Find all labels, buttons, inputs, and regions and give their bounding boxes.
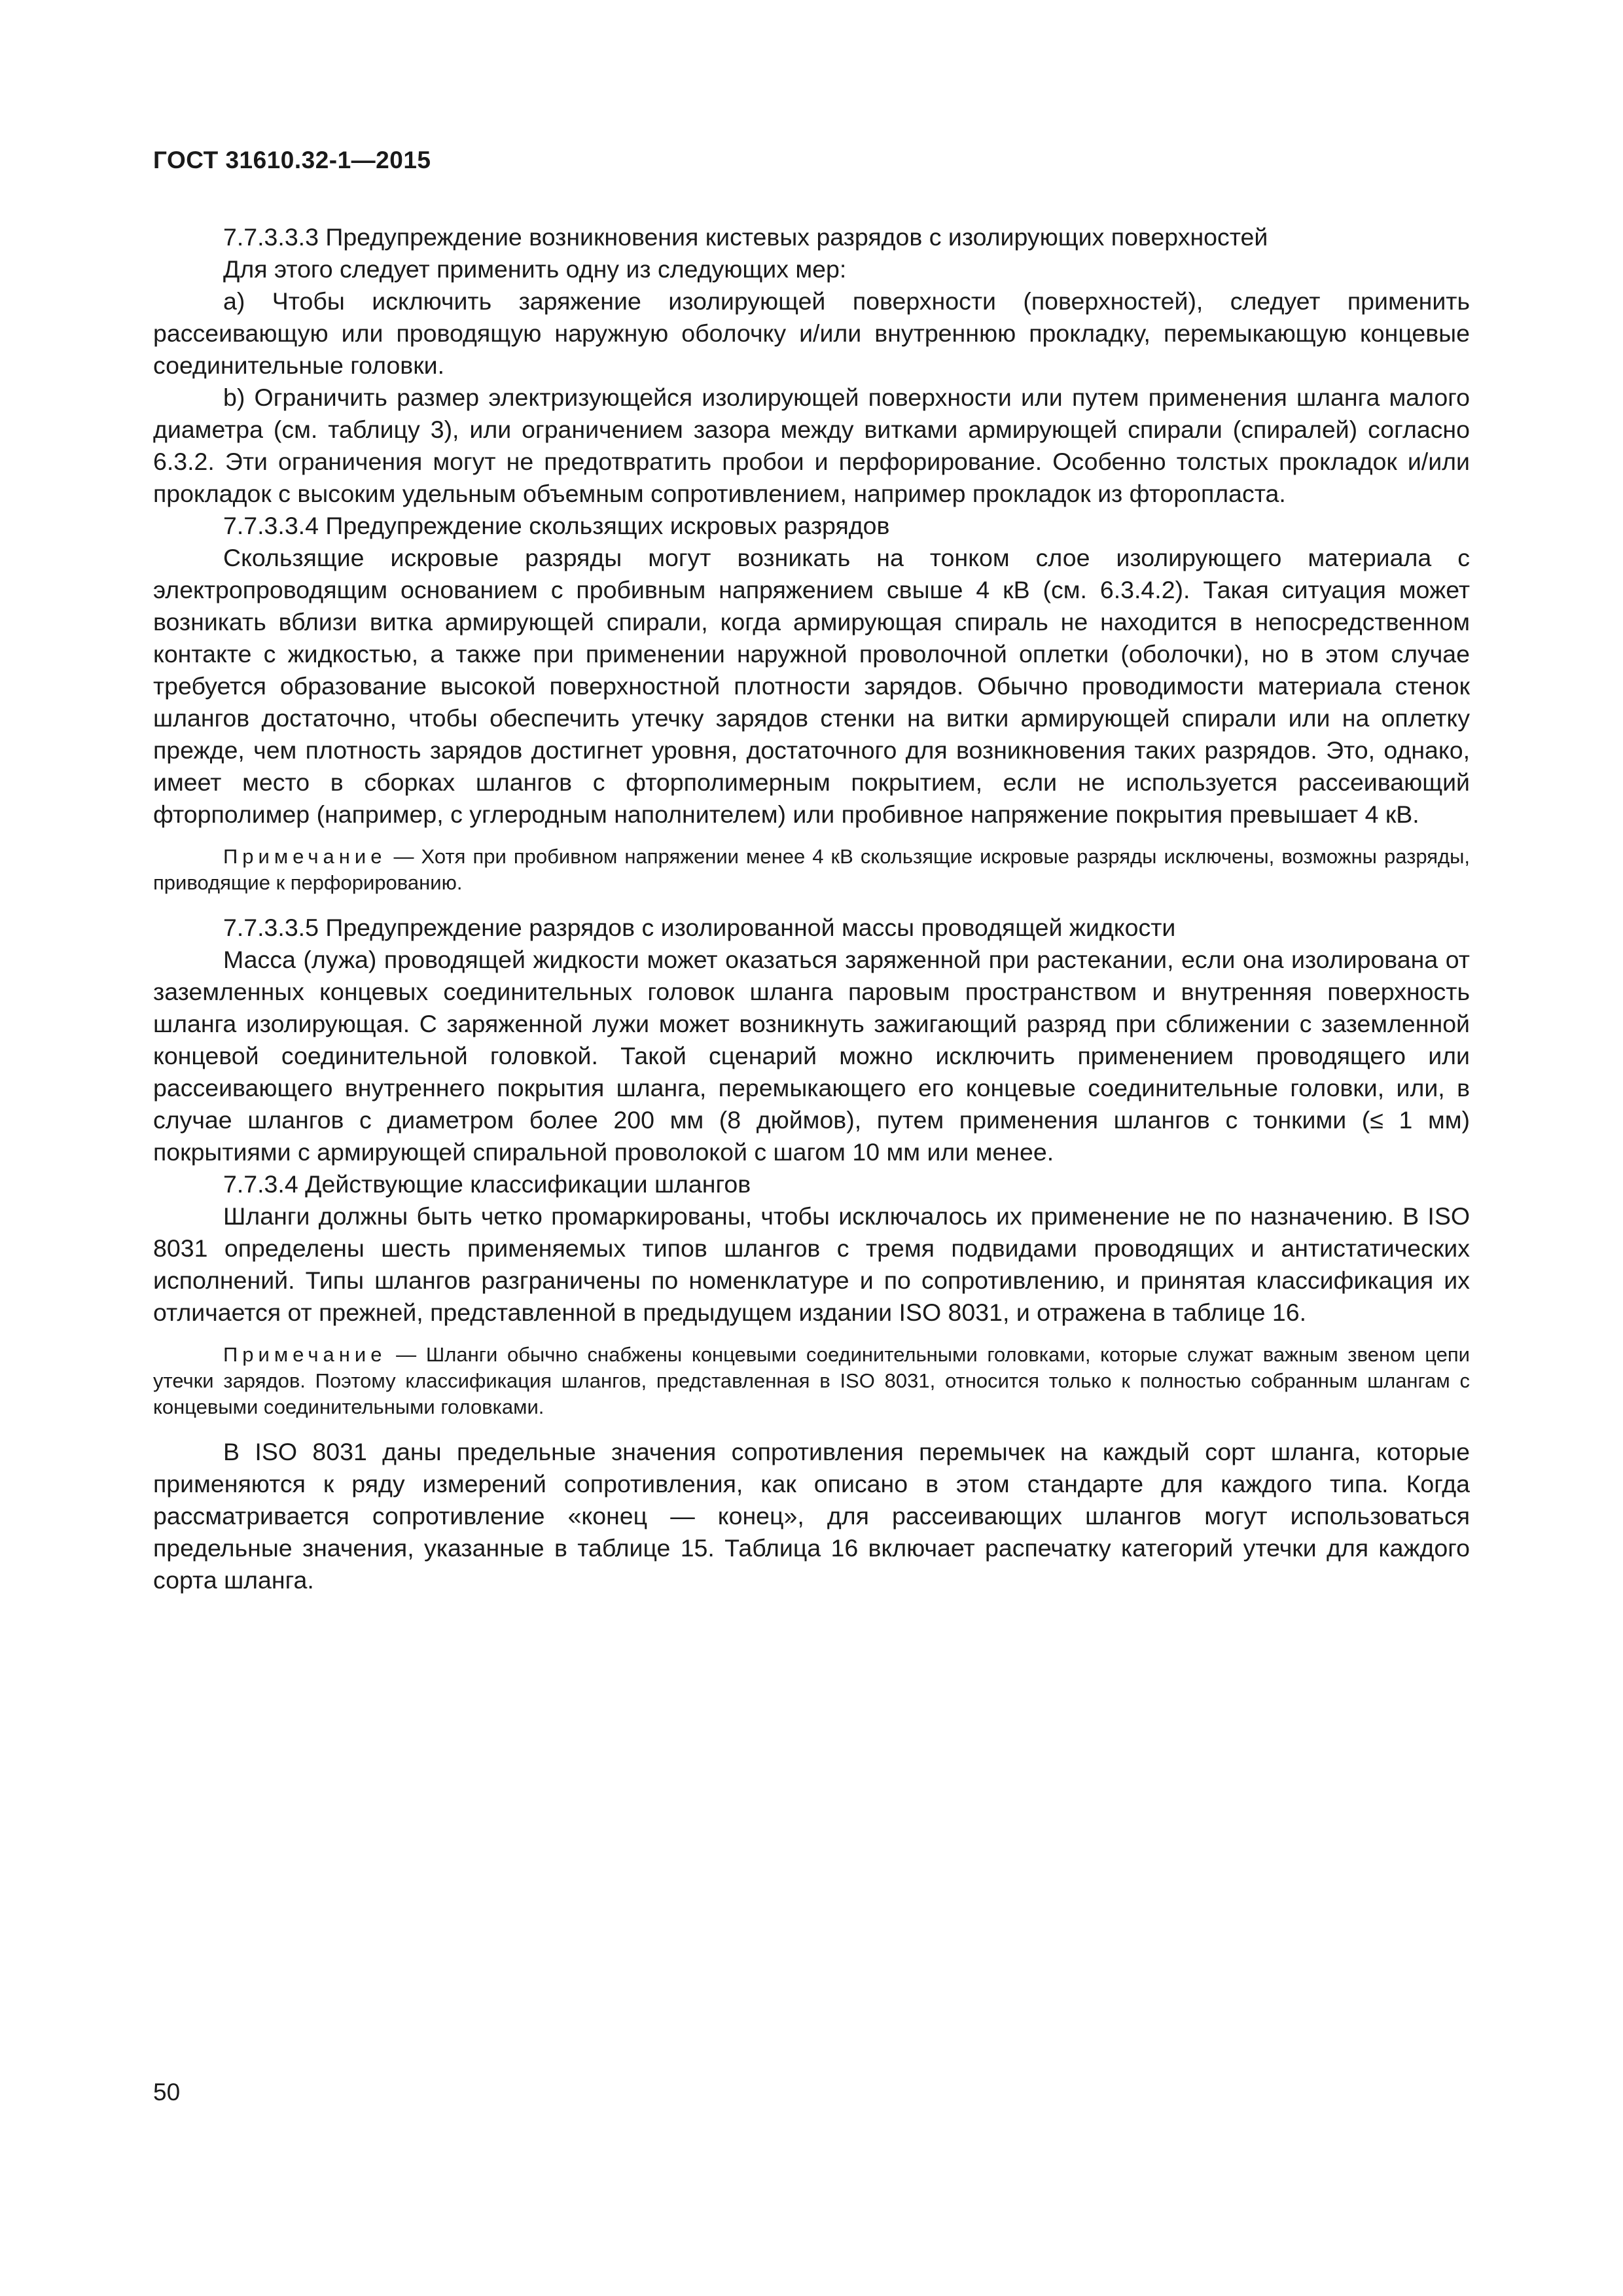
body-paragraph: b) Ограничить размер электризующейся изолирующей поверхности или путем применения шланга малого диаметра (см. таблицу 3), или ограничением зазора между витками армирующей спирали (спиралей) согласно 6.3.2. Эти ограничения могут не предотвратить пробои и перфорирование. Особенно толстых прокладок и/или прокладок с высоким удельным объемным сопротивлением, например прокладок из фторопласта.: [153, 384, 1470, 507]
note-paragraph: [153, 844, 1470, 896]
note-paragraph: [153, 1342, 1470, 1420]
section-heading: 7.7.3.3.5 Предупреждение разрядов с изолированной массы проводящей жидкости: [223, 914, 1176, 941]
note-text: — Хотя при пробивном напряжении менее 4 кВ скользящие искровые разряды исключены, возможны разряды, приводящие к перфорированию.: [153, 845, 1470, 894]
document-body: [153, 221, 1470, 1596]
body-paragraph: В ISO 8031 даны предельные значения сопротивления перемычек на каждый сорт шланга, которые применяются к ряду измерений сопротивления, как описано в этом стандарте для каждого типа. Когда рассматривается сопротивление «конец — конец», для рассеивающих шлангов могут использоваться предельные значения, указанные в таблице 15. Таблица 16 включает распечатку категорий утечки для каждого сорта шланга.: [153, 1438, 1470, 1594]
section-heading: 7.7.3.3.3 Предупреждение возникновения кистевых разрядов с изолирующих поверхностей: [223, 223, 1268, 251]
page-number: 50: [153, 2079, 181, 2106]
section-heading: 7.7.3.4 Действующие классификации шлангов: [223, 1170, 751, 1198]
note-label: Примечание: [223, 1343, 387, 1366]
document-header: ГОСТ 31610.32-1—2015: [153, 147, 431, 173]
section-heading: 7.7.3.3.4 Предупреждение скользящих искровых разрядов: [223, 512, 890, 539]
body-paragraph: Скользящие искровые разряды могут возникать на тонком слое изолирующего материала с электропроводящим основанием с пробивным напряжением свыше 4 кВ (см. 6.3.4.2). Такая ситуация может возникать вблизи витка армирующей спирали, когда армирующая спираль не находится в непосредственном контакте с жидкостью, а также при применении наружной проволочной оплетки (оболочки), но в этом случае требуется образование высокой поверхностной плотности зарядов. Обычно проводимости материала стенок шлангов достаточно, чтобы обеспечить утечку зарядов стенки на витки армирующей спирали или на оплетку прежде, чем плотность зарядов достигнет уровня, достаточного для возникновения таких разрядов. Это, однако, имеет место в сборках шлангов с фторполимерным покрытием, если не используется рассеивающий фторполимер (например, с углеродным наполнителем) или пробивное напряжение покрытия превышает 4 кВ.: [153, 544, 1470, 828]
body-paragraph: Шланги должны быть четко промаркированы, чтобы исключалось их применение не по назначению. В ISO 8031 определены шесть применяемых типов шлангов с тремя подвидами проводящих и антистатических исполнений. Типы шлангов разграничены по номенклатуре и по сопротивлению, и принятая классификация их отличается от прежней, представленной в предыдущем издании ISO 8031, и отражена в таблице 16.: [153, 1202, 1470, 1326]
note-text: — Шланги обычно снабжены концевыми соединительными головками, которые служат важным звеном цепи утечки зарядов. Поэтому классификация шлангов, представленная в ISO 8031, относится только к полностью собранным шлангам с концевыми соединительными головками.: [153, 1343, 1470, 1418]
body-paragraph: а) Чтобы исключить заряжение изолирующей поверхности (поверхностей), следует применить рассеивающую или проводящую наружную оболочку и/или внутреннюю прокладку, перемыкающую концевые соединительные головки.: [153, 287, 1470, 379]
body-paragraph: Масса (лужа) проводящей жидкости может оказаться заряженной при растекании, если она изолирована от заземленных концевых соединительных головок шланга паровым пространством и внутренняя поверхность шланга изолирующая. С заряженной лужи может возникнуть зажигающий разряд при сближении с заземленной концевой соединительной головкой. Такой сценарий можно исключить применением проводящего или рассеивающего внутреннего покрытия шланга, перемыкающего его концевые соединительные головки, или, в случае шлангов с диаметром более 200 мм (8 дюймов), путем применения шлангов с тонкими (≤ 1 мм) покрытиями с армирующей спиральной проволокой с шагом 10 мм или менее.: [153, 946, 1470, 1166]
body-paragraph: Для этого следует применить одну из следующих мер:: [223, 255, 847, 283]
note-label: Примечание: [223, 845, 387, 868]
